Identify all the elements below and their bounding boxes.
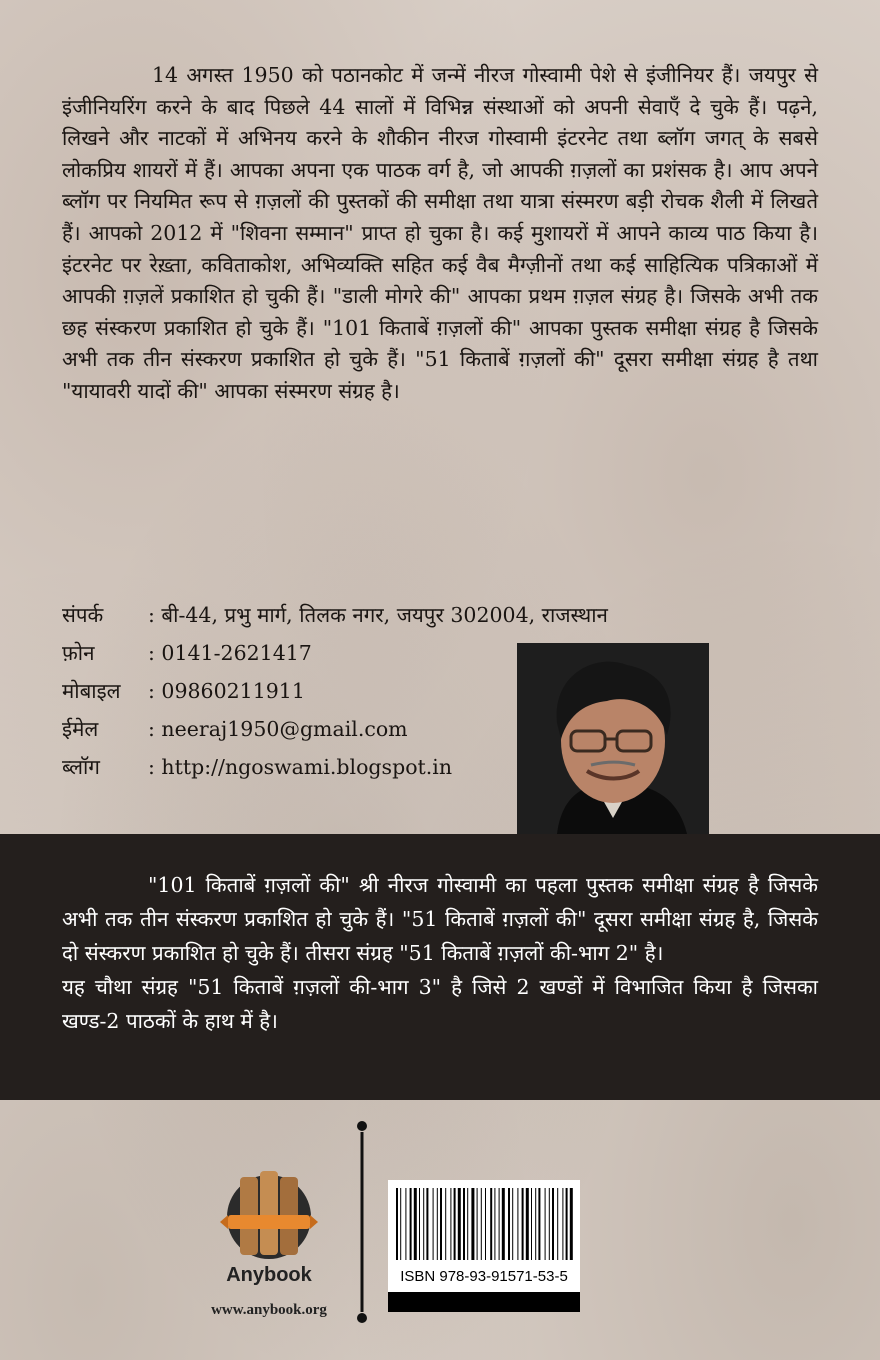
author-bio: 14 अगस्त 1950 को पठानकोट में जन्में नीरज गोस्वामी पेशे से इंजीनियर हैं। जयपुर से इंजीनियरिंग करने के बाद पिछले 44 सालों में विभिन्न संस्थाओं को अपनी सेवाएँ दे चुके हैं। पढ़ने, लिखने और नाटकों में अभिनय करने के शौकीन नीरज गोस्वामी इंटरनेट तथा ब्लॉग जगत् के सबसे लोकप्रिय शायरों में हैं। आपका अपना एक पाठक वर्ग है, जो आपकी ग़ज़लों का प्रशंसक है। आप अपने ब्लॉग पर नियमित रूप से ग़ज़लों की पुस्तकों की समीक्षा तथा यात्रा संस्मरण बड़ी रोचक शैली में लिखते हैं। आपको 2012 में "शिवना सम्मान" प्राप्त हो चुका है। कई मुशायरों में आपने काव्य पाठ किया है। इंटरनेट पर रेख़्ता, कविताकोश, अभिव्यक्ति सहित कई वैब मैग्ज़ीनों तथा कई साहित्यिक पत्रिकाओं में आपकी ग़ज़लें प्रकाशित हो चुकी हैं। "डाली मोगरे की" आपका प्रथम ग़ज़ल संग्रह है। जिसके अभी तक छह संस्करण प्रकाशित हो चुके हैं। "101 किताबें ग़ज़लों की" आपका पुस्तक समीक्षा संग्रह है जिसके अभी तक तीन संस्करण प्रकाशित हो चुके हैं। "51 किताबें ग़ज़लों की" दूसरा समीक्षा संग्रह है तथा "यायावरी यादों की" आपका संस्मरण संग्रह है।	[62, 63, 818, 403]
barcode-bar	[490, 1188, 492, 1260]
barcode-bar	[410, 1188, 412, 1260]
barcode-bar	[481, 1188, 482, 1260]
barcode-bar	[526, 1188, 529, 1260]
address-value: : बी-44, प्रभु मार्ग, तिलक नगर, जयपुर 302004, राजस्थान	[148, 603, 608, 627]
email-value[interactable]: : neeraj1950@gmail.com	[148, 717, 408, 741]
barcode-bar	[419, 1188, 420, 1260]
author-photo	[517, 643, 709, 834]
barcode-bars-icon	[388, 1180, 580, 1266]
barcode-bar	[508, 1188, 510, 1260]
publisher-website[interactable]: www.anybook.org	[211, 1302, 327, 1318]
barcode-bar	[423, 1188, 424, 1260]
barcode-bar	[531, 1188, 532, 1260]
mobile-value: : 09860211911	[148, 679, 305, 703]
barcode-bar	[535, 1188, 536, 1260]
summary-band	[0, 834, 880, 1100]
barcode-bar	[499, 1188, 500, 1260]
barcode-bar	[517, 1188, 518, 1260]
summary-paragraph-1: "101 किताबें ग़ज़लों की" श्री नीरज गोस्वामी का पहला पुस्तक समीक्षा संग्रह है जिसके अभी तक तीन संस्करण प्रकाशित हो चुके हैं। "51 किताबें ग़ज़लों की" दूसरा समीक्षा संग्रह है, जिसके दो संस्करण प्रकाशित हो चुके हैं। तीसरा संग्रह "51 किताबें ग़ज़लों की-भाग 2" है।	[62, 873, 818, 965]
summary-paragraph-2: यह चौथा संग्रह "51 किताबें ग़ज़लों की-भाग 3" है जिसे 2 खण्डों में विभाजित किया है जिसका खण्ड-2 पाठकों के हाथ में है।	[62, 975, 818, 1033]
publisher-logo-icon	[218, 1165, 320, 1261]
barcode-bar	[433, 1188, 434, 1260]
barcode-bar	[557, 1188, 558, 1260]
barcode-bar	[502, 1188, 505, 1260]
divider-line-icon	[356, 1120, 368, 1324]
barcode-bar	[463, 1188, 465, 1260]
blog-value[interactable]: : http://ngoswami.blogspot.in	[148, 755, 453, 779]
barcode-bar	[485, 1188, 486, 1260]
barcode-bar	[414, 1188, 417, 1260]
barcode-bar	[549, 1188, 550, 1260]
isbn-number: ISBN 978-93-91571-53-5	[400, 1268, 568, 1285]
contact-address-row	[62, 596, 608, 634]
publisher-name: Anybook	[226, 1264, 312, 1286]
address-label: संपर्क	[62, 603, 104, 627]
barcode-footer-strip	[388, 1292, 580, 1312]
summary-text	[62, 868, 818, 1038]
barcode-bar	[450, 1188, 451, 1260]
barcode-bar	[400, 1188, 401, 1260]
phone-label: फ़ोन	[62, 641, 95, 665]
email-label: ईमेल	[62, 717, 99, 741]
barcode-bar	[538, 1188, 540, 1260]
barcode-bar	[445, 1188, 446, 1260]
barcode-bar	[522, 1188, 524, 1260]
barcode-bar	[405, 1188, 406, 1260]
barcode-bar	[566, 1188, 568, 1260]
barcode-bar	[440, 1188, 442, 1260]
phone-value: : 0141-2621417	[148, 641, 312, 665]
barcode-bar	[426, 1188, 428, 1260]
barcode-bar	[562, 1188, 563, 1260]
barcode-bar	[467, 1188, 468, 1260]
isbn-barcode	[388, 1180, 580, 1312]
barcode-bar	[458, 1188, 461, 1260]
anybook-logo	[218, 1165, 320, 1261]
barcode-bar	[545, 1188, 546, 1260]
dotted-divider	[356, 1120, 368, 1324]
barcode-bar	[477, 1188, 478, 1260]
barcode-bar	[396, 1188, 398, 1260]
blog-label: ब्लॉग	[62, 755, 100, 779]
barcode-bar	[570, 1188, 573, 1260]
barcode-bar	[454, 1188, 456, 1260]
barcode-bar	[437, 1188, 438, 1260]
barcode-bar	[552, 1188, 554, 1260]
author-portrait-icon	[517, 643, 709, 834]
barcode-bar	[494, 1188, 495, 1260]
mobile-label: मोबाइल	[62, 679, 121, 703]
barcode-bar	[471, 1188, 474, 1260]
barcode-bar	[512, 1188, 513, 1260]
